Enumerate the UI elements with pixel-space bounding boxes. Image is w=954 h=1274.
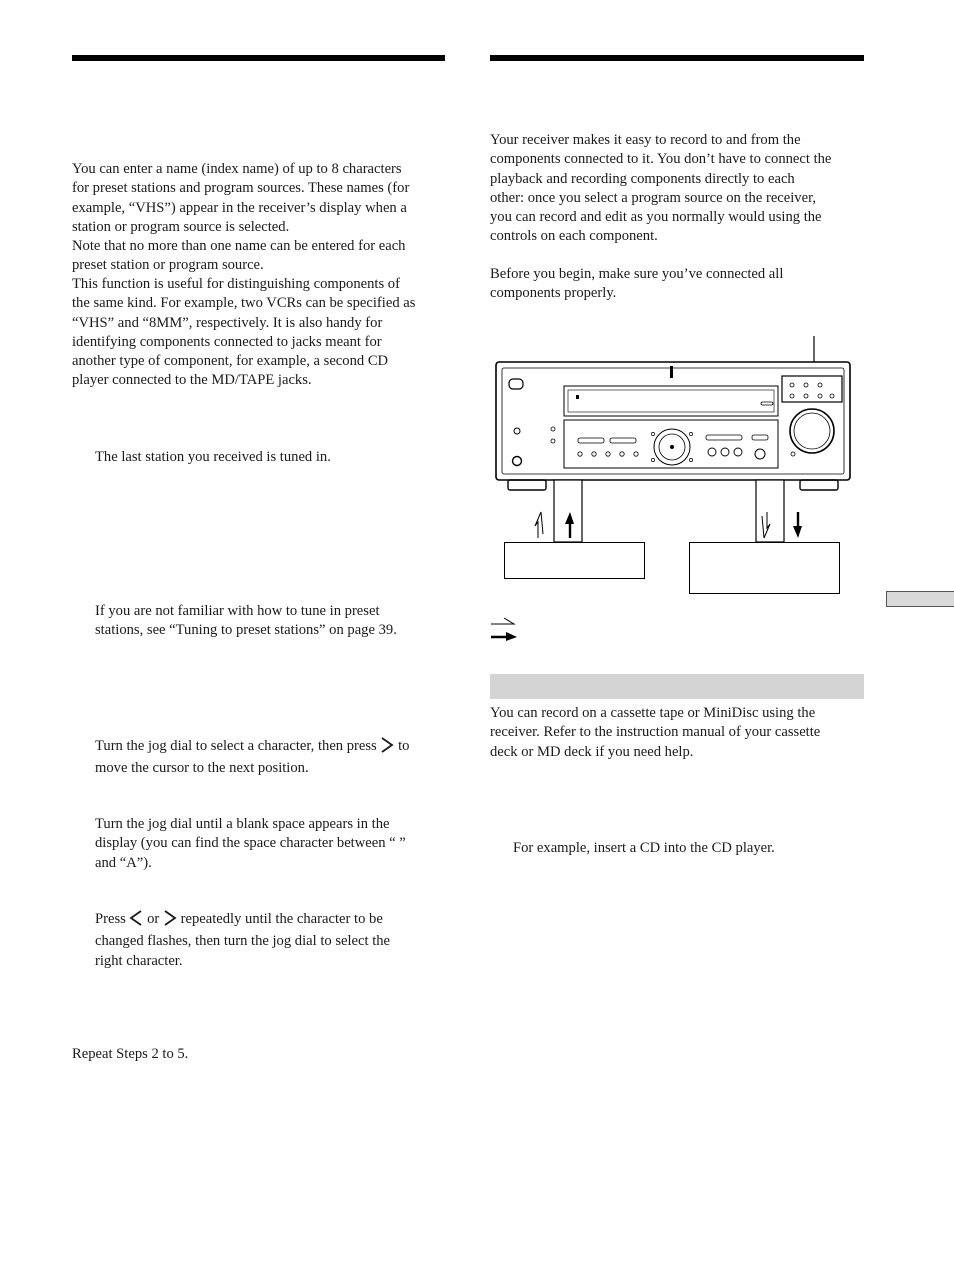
chevron-right-icon: [380, 737, 394, 759]
recording-section-body: You can record on a cassette tape or MiniDisc using the receiver. Refer to the instruction manual of your cassette deck or MD deck if you need help.: [490, 705, 821, 760]
select-character-step: [95, 737, 455, 779]
preset-tuning-note: If you are not familiar with how to tune in preset stations, see “Tuning to preset stations” on page 39.: [95, 603, 397, 639]
index-name-intro-2: Note that no more than one name can be entered for each preset station or program source.: [72, 238, 406, 274]
select-character-line2: move the cursor to the next position.: [95, 760, 309, 777]
solid-arrow-icon: [490, 628, 518, 646]
chevron-right-icon: [163, 910, 177, 932]
correct-press-text: Press: [95, 911, 126, 927]
before-you-begin: Before you begin, make sure you’ve connected all components properly.: [490, 266, 784, 302]
select-character-text: Turn the jog dial to select a character, then press: [95, 738, 377, 754]
left-header-rule: [72, 55, 445, 61]
playback-component-box: [504, 542, 645, 579]
recording-intro: Your receiver makes it easy to record to and from the components connected to it. You don’t have to connect the playback and recording components directly to each other: once you select a program source on the receiver, you can record and edit as you normally would using the controls on each component.: [490, 132, 832, 245]
right-header-rule: [490, 55, 864, 61]
recording-component-box: [689, 542, 840, 594]
select-character-to: to: [398, 738, 410, 754]
cd-example-text: For example, insert a CD into the CD player.: [513, 840, 775, 856]
correct-or-text: or: [147, 911, 160, 927]
correct-after-text: repeatedly until the character to be: [180, 911, 383, 927]
repeat-steps-text: Repeat Steps 2 to 5.: [72, 1046, 189, 1062]
chapter-side-tab: [886, 591, 954, 607]
section-heading-bar: [490, 674, 864, 699]
last-station-note: The last station you received is tuned in.: [95, 449, 331, 465]
chevron-left-icon: [129, 910, 143, 932]
index-name-intro-1: You can enter a name (index name) of up to 8 characters for preset stations and program sources. These names (for example, “VHS”) appear in the receiver’s display when a station or program source is selected.: [72, 161, 410, 235]
index-name-intro-3: This function is useful for distinguishing components of the same kind. For example, two VCRs can be specified as “VHS” and “8MM”, respectively. It is also handy for identifying components connected to jacks meant for another type of component, for example, a second CD player connected to the MD/TAPE jacks.: [72, 276, 416, 389]
blank-space-tip: Turn the jog dial until a blank space appears in the display (you can find the space character between “ ” and “A”).: [95, 816, 406, 871]
correct-rest-text: changed flashes, then turn the jog dial to select the right character.: [95, 933, 391, 969]
correct-character-tip: [95, 910, 455, 971]
